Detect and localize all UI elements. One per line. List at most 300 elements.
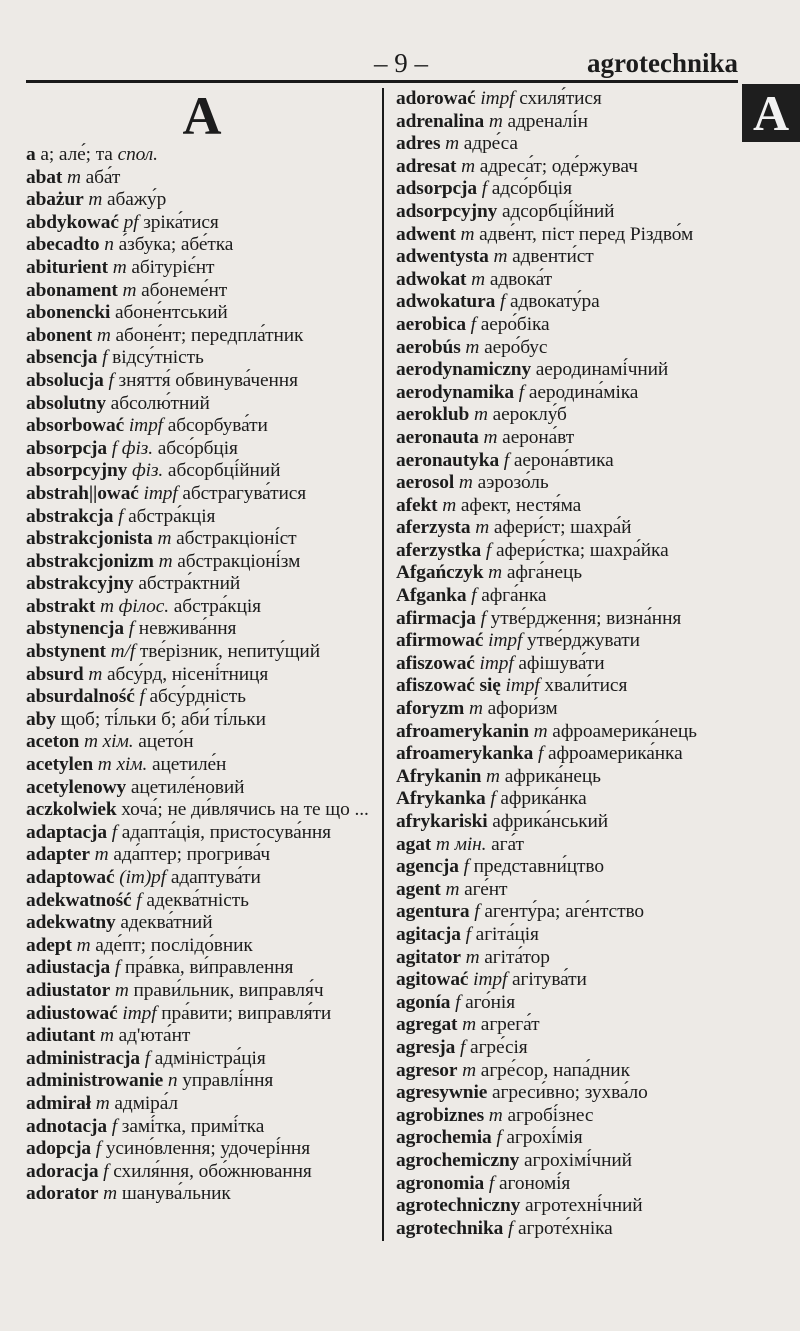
entry-headword: adekwatność	[26, 889, 132, 911]
page-header	[26, 48, 738, 82]
entry-headword: absurd	[26, 663, 84, 685]
column-divider	[382, 88, 384, 1241]
dictionary-entry	[396, 675, 738, 698]
entry-headword: abonament	[26, 279, 118, 301]
entry-headword: abstynent	[26, 641, 106, 663]
dictionary-entry	[396, 653, 738, 676]
entry-headword: agronomia	[396, 1172, 485, 1194]
entry-headword: adaptacja	[26, 821, 107, 843]
entry-grammar: m	[152, 528, 172, 550]
entry-headword: afrykariski	[396, 811, 488, 832]
entry-usage-note: фіз.	[121, 437, 153, 459]
dictionary-entry	[396, 743, 738, 766]
dictionary-entry	[26, 212, 378, 235]
dictionary-entry	[26, 1093, 378, 1116]
entry-translation: афект, нестя́ма	[456, 494, 582, 516]
entry-headword: abstynencja	[26, 618, 125, 640]
entry-translation: афга́нець	[502, 562, 582, 584]
dictionary-entry	[396, 630, 738, 653]
entry-grammar: impf	[500, 675, 540, 697]
entry-headword: adept	[26, 934, 72, 956]
entry-grammar: f	[139, 1047, 151, 1069]
entry-headword: agentura	[396, 901, 470, 923]
entry-grammar: m	[457, 1059, 477, 1081]
dictionary-entry	[26, 280, 378, 303]
entry-translation: агре́сія	[465, 1036, 528, 1058]
dictionary-entry	[26, 890, 378, 913]
dictionary-entry	[26, 483, 378, 506]
entry-grammar: f	[134, 686, 145, 708]
dictionary-entry	[26, 912, 378, 935]
dictionary-entry	[26, 980, 378, 1003]
dictionary-entry	[26, 234, 378, 257]
dictionary-entry	[26, 1161, 378, 1184]
entry-headword: abstrakcjonizm	[26, 550, 154, 572]
entry-grammar: f	[466, 585, 477, 607]
entry-grammar: f	[495, 291, 506, 313]
dictionary-entry	[396, 947, 738, 970]
entry-translation: аба́т	[80, 166, 121, 188]
entry-translation: шанува́льник	[117, 1183, 231, 1205]
header-rule	[26, 80, 738, 83]
entry-grammar: m	[484, 1104, 503, 1126]
entry-grammar: f	[91, 1138, 102, 1160]
entry-translation: агреси́вно; зухва́ло	[487, 1082, 648, 1104]
entry-headword: absurdalność	[26, 686, 135, 708]
dictionary-entry	[396, 133, 738, 156]
entry-grammar: m	[454, 472, 473, 494]
entry-headword: afroamerykanka	[396, 743, 534, 765]
entry-translation: аеродина́міка	[524, 381, 639, 403]
entry-headword: adiutant	[26, 1025, 96, 1047]
entry-headword: adorować	[396, 88, 476, 109]
entry-grammar: f	[484, 1172, 495, 1194]
entry-grammar: f	[499, 449, 510, 471]
entry-grammar: m	[470, 517, 490, 539]
dictionary-entry	[26, 867, 378, 890]
entry-headword: adwokat	[396, 268, 467, 290]
entry-translation: адре́са	[459, 133, 518, 155]
dictionary-entry	[26, 573, 378, 596]
entry-grammar: m	[456, 155, 475, 177]
entry-headword: agencja	[396, 856, 459, 878]
entry-translation: агрохі́мія	[501, 1127, 583, 1149]
entry-translation: адвокату́ра	[505, 291, 600, 313]
entry-headword: agent	[396, 878, 441, 900]
dictionary-entry	[396, 359, 738, 382]
entry-translation: агономі́я	[494, 1172, 571, 1194]
entry-translation: абсу́рдність	[144, 686, 246, 708]
entry-headword: abstrakcja	[26, 505, 114, 527]
entry-translation: афроамерика́нець	[547, 720, 697, 742]
entry-translation: адеква́тний	[115, 912, 213, 934]
entry-headword: agrotechniczny	[396, 1195, 521, 1217]
entry-headword: agrochemiczny	[396, 1149, 520, 1171]
dictionary-entry	[26, 506, 378, 529]
entry-grammar: m	[469, 404, 488, 426]
entry-headword: abat	[26, 166, 63, 188]
entry-translation: агітува́ти	[507, 969, 587, 991]
entry-grammar: f	[455, 1036, 466, 1058]
dictionary-entry	[396, 992, 738, 1015]
entry-translation: аеро́бус	[479, 336, 548, 358]
dictionary-entry	[396, 1105, 738, 1128]
entry-translation: адреса́т; оде́ржувач	[475, 155, 638, 177]
entry-translation: відсу́тність	[107, 347, 204, 369]
entry-translation: тве́різник, непиту́щий	[135, 641, 320, 663]
entry-grammar: impf	[138, 482, 178, 504]
right-column	[396, 88, 738, 1240]
dictionary-entry	[396, 382, 738, 405]
dictionary-entry	[396, 698, 738, 721]
dictionary-entry	[26, 799, 378, 822]
entry-headword: aby	[26, 708, 56, 730]
entry-headword: agresywnie	[396, 1082, 488, 1104]
entry-grammar: f	[124, 618, 135, 640]
entry-headword: abonent	[26, 324, 93, 346]
entry-translation: адвенти́ст	[507, 246, 594, 268]
entry-headword: abiturient	[26, 256, 108, 278]
entry-translation-cont: абсорбці́йний	[163, 460, 281, 482]
entry-translation: схиля́ння, обо́жнювання	[108, 1160, 312, 1182]
entry-headword: adresat	[396, 155, 457, 177]
dictionary-entry	[396, 111, 738, 134]
entry-headword: agregat	[396, 1014, 458, 1036]
entry-translation: хвали́тися	[539, 675, 628, 697]
entry-grammar: m	[95, 1025, 114, 1047]
entry-grammar: m	[71, 934, 91, 956]
entry-grammar: m	[95, 595, 114, 617]
entry-headword: afirmacja	[396, 607, 476, 629]
entry-headword: aczkolwiek	[26, 799, 117, 821]
dictionary-entry	[396, 472, 738, 495]
dictionary-entry	[396, 246, 738, 269]
entry-grammar: m	[107, 256, 127, 278]
section-letter: A	[182, 86, 222, 146]
entry-translation: пра́вка, ви́правлення	[120, 957, 294, 979]
dictionary-entry	[396, 495, 738, 518]
dictionary-entry	[26, 302, 378, 325]
entry-grammar: f	[475, 607, 486, 629]
entry-grammar: m	[431, 833, 450, 855]
entry-headword: acetylen	[26, 754, 94, 776]
entry-headword: aerobús	[396, 336, 461, 358]
entry-translation: агробі́знес	[502, 1104, 594, 1126]
entry-grammar: m	[79, 731, 98, 753]
entry-grammar: m	[457, 1014, 477, 1036]
entry-translation: ацетиле́новий	[126, 776, 245, 798]
dictionary-entry	[396, 450, 738, 473]
entry-grammar: impf	[483, 630, 523, 652]
entry-usage-note: мін.	[454, 833, 487, 855]
entry-translation: афори́зм	[482, 698, 558, 720]
entry-usage-note: філос.	[118, 595, 170, 617]
entry-headword: afiszować	[396, 652, 475, 674]
entry-grammar: f	[106, 821, 118, 843]
entry-grammar: m	[153, 550, 173, 572]
entry-translation: абсу́рд, нісені́тниця	[102, 663, 269, 685]
entry-translation: ад'юта́нт	[113, 1025, 191, 1047]
dictionary-entry	[26, 957, 378, 980]
entry-translation: зняття́ обвинува́чення	[113, 369, 298, 391]
dictionary-entry	[396, 1218, 738, 1241]
entry-translation: агіта́ція	[470, 923, 539, 945]
entry-headword: adorator	[26, 1183, 99, 1205]
dictionary-entry	[26, 664, 378, 687]
entry-grammar: m	[92, 324, 111, 346]
entry-translation: аеродинамі́чний	[531, 359, 669, 381]
entry-headword: aferzystka	[396, 539, 482, 561]
entry-translation: ада́птер; прогрива́ч	[108, 844, 271, 866]
entry-headword: adsorpcyjny	[396, 200, 498, 222]
entry-headword: administracja	[26, 1047, 140, 1069]
entry-translation: утве́рджувати	[522, 630, 640, 652]
entry-translation: агрега́т	[476, 1014, 540, 1036]
entry-translation: адсо́рбція	[487, 178, 572, 200]
entry-grammar: impf	[117, 1002, 157, 1024]
entry-translation: афери́ст; шахра́й	[489, 517, 632, 539]
entry-grammar: impf	[475, 88, 515, 109]
dictionary-entry	[396, 156, 738, 179]
entry-translation: адміра́л	[109, 1092, 178, 1114]
entry-headword: aforyzm	[396, 698, 465, 720]
entry-translation: аге́нт	[459, 878, 508, 900]
entry-translation: невжива́ння	[134, 618, 237, 640]
entry-translation: аерона́вт	[497, 426, 575, 448]
dictionary-entry	[26, 754, 378, 777]
entry-headword: administrowanie	[26, 1070, 164, 1092]
dictionary-entry	[26, 393, 378, 416]
entry-grammar: m/f	[105, 641, 136, 663]
entry-grammar: f	[514, 381, 525, 403]
entry-translation: адеква́тність	[141, 889, 249, 911]
entry-headword: adoracja	[26, 1160, 99, 1182]
entry-translation: адве́нт, піст перед Різдво́м	[474, 223, 694, 245]
entry-translation: аероклу́б	[487, 404, 567, 426]
dictionary-entry	[26, 1003, 378, 1026]
entry-headword: agrotechnika	[396, 1217, 504, 1239]
entry-translation: адапта́ція, пристосува́ння	[117, 821, 331, 843]
entry-grammar: m	[437, 494, 457, 516]
entry-translation: агре́сор, напа́дник	[476, 1059, 630, 1081]
entry-headword: afekt	[396, 494, 438, 516]
entry-translation: абоне́нтський	[110, 302, 228, 324]
entry-headword: absorpcyjny	[26, 460, 128, 482]
dictionary-entry	[396, 337, 738, 360]
dictionary-entry	[396, 879, 738, 902]
entry-grammar: m	[117, 279, 137, 301]
dictionary-entry	[26, 189, 378, 212]
entry-translation: агротехні́чний	[520, 1195, 643, 1217]
dictionary-entry	[396, 585, 738, 608]
entry-translation: абсорбува́ти	[162, 415, 268, 437]
entry-headword: adsorpcja	[396, 178, 477, 200]
entry-headword: agitować	[396, 969, 469, 991]
dictionary-entry	[396, 517, 738, 540]
entry-headword: agrobiznes	[396, 1104, 485, 1126]
dictionary-entry	[26, 325, 378, 348]
entry-translation: схиля́тися	[514, 88, 602, 109]
entry-grammar: m	[481, 765, 500, 787]
entry-headword: absencja	[26, 347, 98, 369]
entry-grammar: n	[163, 1070, 178, 1092]
page-number: – 9 –	[374, 48, 428, 78]
entry-translation: щоб; ті́льки б; аби́ ті́льки	[55, 708, 266, 730]
entry-translation: управлі́ння	[177, 1070, 274, 1092]
entry-headword: agat	[396, 833, 432, 855]
entry-translation: афроамерика́нка	[543, 743, 683, 765]
dictionary-entry	[396, 901, 738, 924]
entry-headword: afirmować	[396, 630, 484, 652]
entry-grammar: (im)pf	[114, 867, 167, 888]
entry-grammar: f	[103, 369, 114, 391]
entry-translation-cont: ацетиле́н	[147, 754, 227, 776]
entry-grammar: m	[460, 336, 480, 358]
dictionary-entry	[396, 1150, 738, 1173]
entry-translation: хоча́; не ди́влячись на те що ...	[116, 799, 369, 821]
entry-grammar: m	[466, 268, 486, 290]
dictionary-entry	[26, 822, 378, 845]
dictionary-entry	[26, 1116, 378, 1139]
dictionary-entry	[396, 1014, 738, 1037]
entry-headword: adwentysta	[396, 246, 489, 268]
dictionary-entry	[26, 257, 378, 280]
dictionary-entry	[396, 1195, 738, 1218]
entry-grammar: m	[478, 426, 498, 448]
entry-translation: агроте́хніка	[513, 1217, 613, 1239]
entry-grammar: f	[450, 991, 461, 1013]
dictionary-entry	[396, 1037, 738, 1060]
entry-headword: adres	[396, 133, 441, 155]
entry-grammar: n	[99, 234, 114, 256]
entry-translation: абітурiє́нт	[126, 256, 215, 278]
entry-translation: агрохімі́чний	[519, 1149, 632, 1171]
entry-headword: agitator	[396, 946, 461, 968]
dictionary-entry	[26, 1048, 378, 1071]
entry-translation: абстра́ктний	[133, 573, 241, 595]
thumb-index-tab: A	[742, 84, 800, 142]
dictionary-entry	[396, 269, 738, 292]
entry-headword: adnotacja	[26, 1115, 107, 1137]
dictionary-entry	[396, 788, 738, 811]
entry-headword: Afgańczyk	[396, 562, 484, 584]
entry-headword: absolucja	[26, 369, 104, 391]
entry-headword: aeronauta	[396, 426, 479, 448]
entry-translation: абстракціоні́ст	[171, 528, 297, 550]
entry-grammar: impf	[468, 969, 508, 991]
entry-usage-note: хім.	[116, 754, 148, 776]
entry-headword: agrochemia	[396, 1127, 492, 1149]
entry-grammar: m	[460, 946, 480, 968]
dictionary-entry	[26, 641, 378, 664]
dictionary-entry	[396, 314, 738, 337]
entry-translation: агенту́ра; аге́нтство	[479, 901, 644, 923]
entry-grammar: f	[106, 1115, 118, 1137]
entry-headword: abonencki	[26, 302, 111, 324]
entry-translation: а́збука; абе́тка	[113, 234, 234, 256]
entry-grammar: m	[440, 133, 460, 155]
dictionary-entry	[26, 1183, 378, 1206]
entry-translation: усино́влення; удочері́ння	[101, 1138, 311, 1160]
entry-translation: абсолю́тний	[105, 392, 210, 414]
entry-headword: abstrakcjonista	[26, 528, 153, 550]
dictionary-entry	[396, 721, 738, 744]
entry-translation: зріка́тися	[138, 211, 219, 233]
entry-translation: адреналі́н	[502, 110, 588, 132]
entry-headword: adiustator	[26, 979, 111, 1001]
entry-translation: абстрагува́тися	[177, 482, 307, 504]
entry-headword: admirał	[26, 1092, 92, 1114]
dictionary-entry	[26, 1138, 378, 1161]
entry-translation: африка́нка	[495, 788, 587, 810]
dictionary-entry	[26, 460, 378, 483]
entry-grammar: f	[458, 856, 469, 878]
entry-translation: адсорбці́йний	[497, 200, 615, 222]
entry-headword: aerosol	[396, 472, 455, 494]
dictionary-entry	[396, 88, 738, 111]
entry-grammar: f	[131, 889, 142, 911]
entry-translation: абстракціоні́зм	[172, 550, 301, 572]
dictionary-entry	[26, 370, 378, 393]
entry-headword: abstrakcyjny	[26, 573, 134, 595]
dictionary-entry	[26, 618, 378, 641]
entry-grammar: m	[93, 754, 112, 776]
entry-grammar: f	[460, 923, 471, 945]
entry-headword: abstrakt	[26, 595, 96, 617]
dictionary-entry	[396, 969, 738, 992]
entry-grammar: f	[110, 957, 121, 979]
entry-translation: абонеме́нт	[136, 279, 228, 301]
entry-translation: аеро́біка	[475, 313, 550, 335]
entry-headword: agresja	[396, 1036, 456, 1058]
dictionary-entry	[396, 562, 738, 585]
dictionary-entry	[26, 528, 378, 551]
entry-grammar: m	[484, 110, 503, 132]
entry-translation: прави́льник, виправля́ч	[128, 979, 324, 1001]
entry-translation: аго́нія	[460, 991, 516, 1013]
dictionary-entry	[396, 178, 738, 201]
entry-usage-note: спол.	[117, 144, 158, 165]
entry-grammar: f	[485, 788, 496, 810]
entry-headword: adopcja	[26, 1138, 92, 1160]
entry-headword: Afganka	[396, 585, 467, 607]
dictionary-entry	[396, 856, 738, 879]
dictionary-entry	[26, 347, 378, 370]
entry-translation: пра́вити; виправля́ти	[156, 1002, 332, 1024]
entry-headword: agonía	[396, 991, 451, 1013]
entry-headword: abażur	[26, 189, 84, 211]
entry-headword: adaptować	[26, 867, 115, 888]
entry-headword: aceton	[26, 731, 80, 753]
entry-translation-cont: абсо́рбція	[152, 437, 238, 459]
dictionary-entry	[396, 1127, 738, 1150]
entry-translation: агіта́тор	[479, 946, 550, 968]
left-column	[26, 88, 378, 1206]
entry-translation: африка́нець	[499, 765, 601, 787]
entry-grammar: m	[91, 1092, 110, 1114]
dictionary-entry	[396, 834, 738, 857]
left-entry-list	[26, 144, 378, 1206]
entry-translation: адаптува́ти	[166, 867, 261, 888]
dictionary-entry	[26, 935, 378, 958]
entry-translation: представни́цтво	[468, 856, 604, 878]
dictionary-entry	[26, 596, 378, 619]
entry-headword: adapter	[26, 844, 90, 866]
entry-headword: abecadto	[26, 234, 100, 256]
entry-grammar: f	[476, 178, 488, 200]
entry-usage-note: фіз.	[132, 460, 164, 482]
dictionary-entry	[26, 551, 378, 574]
